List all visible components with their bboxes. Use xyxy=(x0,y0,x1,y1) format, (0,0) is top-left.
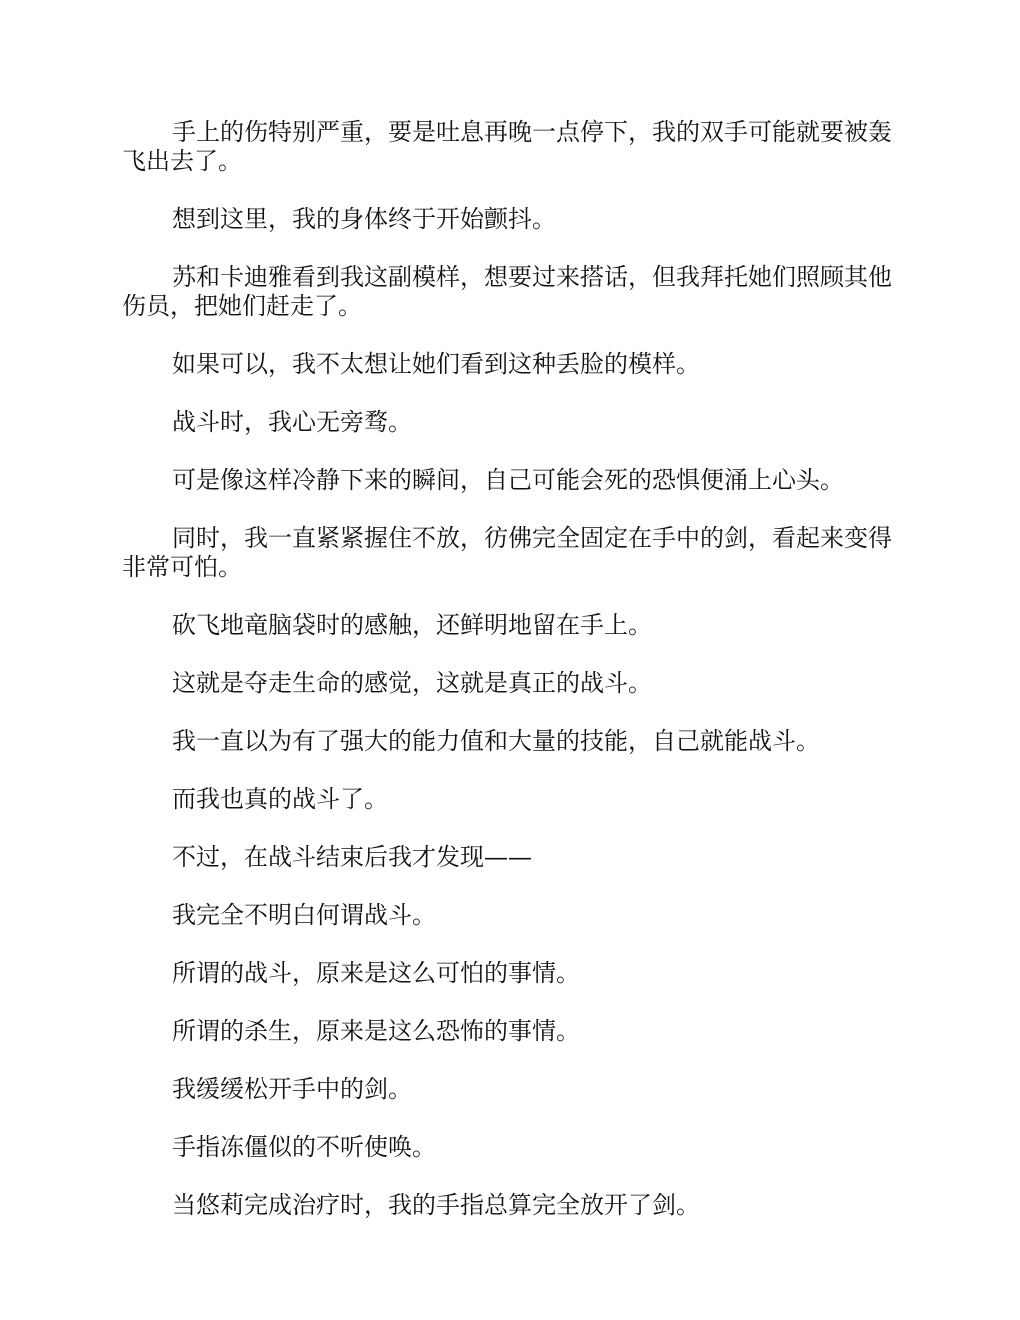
paragraph-1: 手上的伤特别严重，要是吐息再晚一点停下，我的双手可能就要被轰飞出去了。 xyxy=(122,118,892,175)
paragraph-12: 不过，在战斗结束后我才发现—— xyxy=(172,843,532,871)
paragraph-17: 手指冻僵似的不听使唤。 xyxy=(172,1133,436,1161)
paragraph-8: 砍飞地竜脑袋时的感触，还鲜明地留在手上。 xyxy=(172,611,652,639)
text-body xyxy=(122,118,900,1249)
paragraph-13: 我完全不明白何谓战斗。 xyxy=(172,901,436,929)
paragraph-11: 而我也真的战斗了。 xyxy=(172,785,388,813)
paragraph-18: 当悠莉完成治疗时，我的手指总算完全放开了剑。 xyxy=(172,1191,700,1219)
paragraph-2: 想到这里，我的身体终于开始颤抖。 xyxy=(172,205,556,233)
paragraph-7: 同时，我一直紧紧握住不放，彷佛完全固定在手中的剑，看起来变得非常可怕。 xyxy=(122,524,892,581)
paragraph-4: 如果可以，我不太想让她们看到这种丢脸的模样。 xyxy=(172,350,700,378)
paragraph-9: 这就是夺走生命的感觉，这就是真正的战斗。 xyxy=(172,669,652,697)
paragraph-5: 战斗时，我心无旁骛。 xyxy=(172,408,412,436)
paragraph-3: 苏和卡迪雅看到我这副模样，想要过来搭话，但我拜托她们照顾其他伤员，把她们赶走了。 xyxy=(122,263,892,320)
paragraph-15: 所谓的杀生，原来是这么恐怖的事情。 xyxy=(172,1017,580,1045)
paragraph-10: 我一直以为有了强大的能力值和大量的技能，自己就能战斗。 xyxy=(172,727,820,755)
paragraph-6: 可是像这样冷静下来的瞬间，自己可能会死的恐惧便涌上心头。 xyxy=(172,466,844,494)
paragraph-16: 我缓缓松开手中的剑。 xyxy=(172,1075,412,1103)
paragraph-14: 所谓的战斗，原来是这么可怕的事情。 xyxy=(172,959,580,987)
